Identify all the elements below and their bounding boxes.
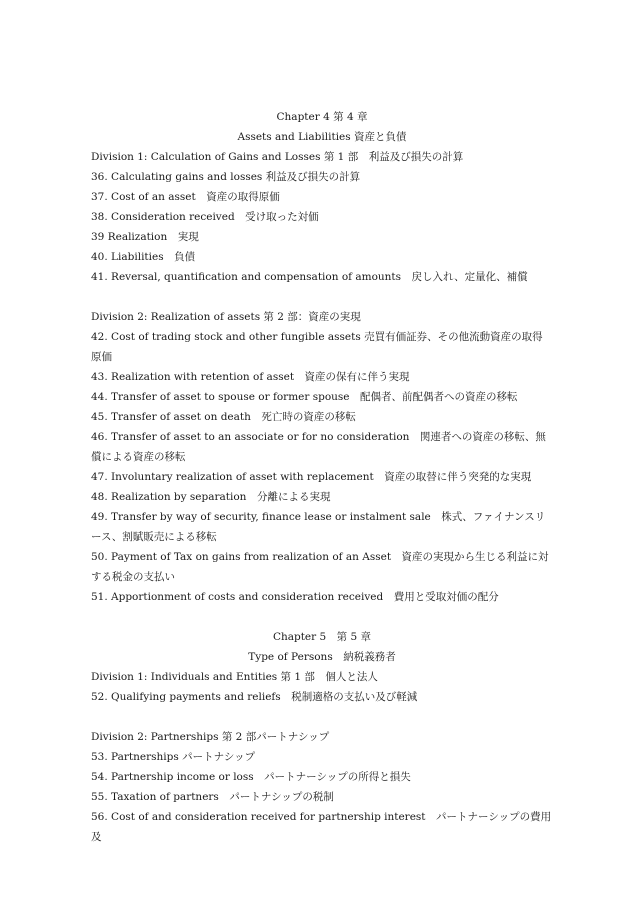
list-item: 49. Transfer by way of security, finance lease or instalment sale 株式、ファイナンスリース、割賦販売による移転 — [91, 511, 546, 543]
list-item: 40. Liabilities 負債 — [91, 251, 196, 263]
document-body — [91, 107, 553, 847]
spacer — [91, 607, 553, 627]
list-item: 38. Consideration received 受け取った対価 — [91, 211, 319, 223]
chapter5-title: Chapter 5 第 5 章 — [272, 631, 372, 643]
list-item: 44. Transfer of asset to spouse or former spouse 配偶者、前配偶者への資産の移転 — [91, 391, 518, 403]
chapter4-subtitle: Assets and Liabilities 資産と負債 — [237, 131, 407, 143]
list-item: 42. Cost of trading stock and other fungible assets 売買有価証券、その他流動資産の取得原価 — [91, 331, 543, 363]
list-item: 52. Qualifying payments and reliefs 税制適格の支払い及び軽減 — [91, 691, 418, 703]
list-item: 46. Transfer of asset to an associate or for no consideration 関連者への資産の移転、無償による資産の移転 — [91, 431, 546, 463]
spacer — [91, 707, 553, 727]
chapter4-title: Chapter 4 第 4 章 — [276, 111, 368, 123]
ch5-division1-heading: Division 1: Individuals and Entities 第 1 部 個人と法人 — [91, 671, 378, 683]
spacer — [91, 287, 553, 307]
list-item: 53. Partnerships パートナシップ — [91, 751, 256, 763]
list-item: 39 Realization 実現 — [91, 231, 199, 243]
list-item: 54. Partnership income or loss パートナーシップの所得と損失 — [91, 771, 411, 783]
ch4-division1-heading: Division 1: Calculation of Gains and Losses 第 1 部 利益及び損失の計算 — [91, 151, 464, 163]
list-item: 56. Cost of and consideration received for partnership interest パートナーシップの費用及 — [91, 811, 552, 843]
list-item: 48. Realization by separation 分離による実現 — [91, 491, 331, 503]
list-item: 50. Payment of Tax on gains from realization of an Asset 資産の実現から生じる利益に対する税金の支払い — [91, 551, 549, 583]
list-item: 36. Calculating gains and losses 利益及び損失の計算 — [91, 171, 361, 183]
chapter5-subtitle: Type of Persons 納税義務者 — [248, 651, 396, 663]
ch5-division2-heading: Division 2: Partnerships 第 2 部パートナシップ — [91, 731, 330, 743]
list-item: 47. Involuntary realization of asset with replacement 資産の取替に伴う突発的な実現 — [91, 471, 532, 483]
list-item: 41. Reversal, quantification and compensation of amounts 戻し入れ、定量化、補償 — [91, 271, 528, 283]
list-item: 43. Realization with retention of asset 資産の保有に伴う実現 — [91, 371, 410, 383]
list-item: 37. Cost of an asset 資産の取得原価 — [91, 191, 280, 203]
list-item: 51. Apportionment of costs and consideration received 費用と受取対価の配分 — [91, 591, 499, 603]
ch4-division2-heading: Division 2: Realization of assets 第 2 部：資産の実現 — [91, 311, 361, 323]
list-item: 55. Taxation of partners パートナシップの税制 — [91, 791, 334, 803]
list-item: 45. Transfer of asset on death 死亡時の資産の移転 — [91, 411, 356, 423]
